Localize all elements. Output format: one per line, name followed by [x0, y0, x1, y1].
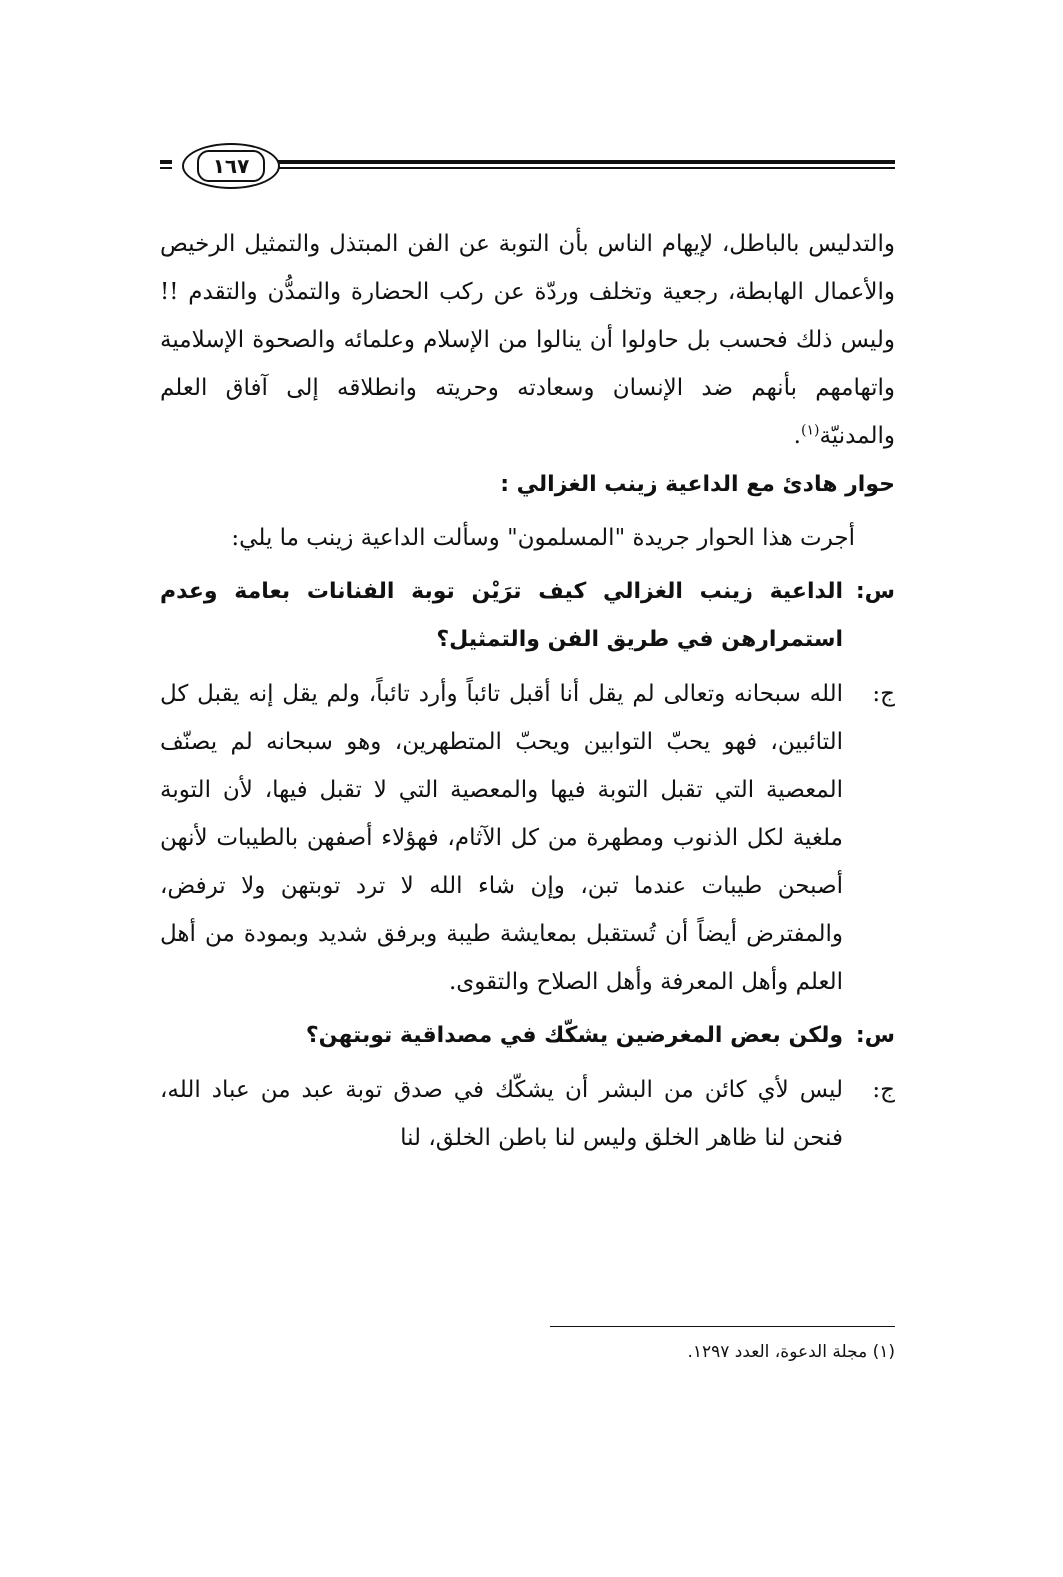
- page-header: [160, 142, 895, 188]
- intro-end: .: [793, 423, 801, 449]
- question-text: الداعية زينب الغزالي كيف ترَيْن توبة الفنانات بعامة وعدم استمرارهن في طريق الفن والتمثيل؟: [160, 579, 843, 652]
- page-body: [160, 220, 895, 1162]
- lead-paragraph: أجرت هذا الحوار جريدة "المسلمون" وسألت الداعية زينب ما يلي:: [231, 525, 855, 551]
- header-rule-right: [278, 160, 895, 169]
- question-label: س:: [855, 1023, 895, 1048]
- footnote: (١) مجلة الدعوة، العدد ١٢٩٧.: [687, 1342, 895, 1362]
- footnote-ref: (١): [800, 422, 820, 439]
- answer-label: ج:: [872, 681, 895, 707]
- question-text: ولكن بعض المغرضين يشكّك في مصداقية توبتهن؟: [305, 1023, 843, 1048]
- answer-text: ليس لأي كائن من البشر أن يشكّك في صدق توبة عبد من عباد الله، فنحن لنا ظاهر الخلق وليس لنا باطن الخلق، لنا: [160, 1077, 843, 1151]
- page-number-badge: [182, 143, 280, 189]
- question-1: [160, 568, 895, 664]
- page-number: ١٦٧: [197, 150, 265, 182]
- answer-text: الله سبحانه وتعالى لم يقل أنا أقبل تائباً وأرد تائباً، ولم يقل إنه يقبل كل التائبين، فهو يحبّ التوابين ويحبّ المتطهرين، وهو سبحانه لم يصنّف المعصية التي تقبل التوبة فيها والمعصية التي لا تقبل فيها، لأن التوبة ملغية لكل الذنوب ومطهرة من كل الآثام، فهؤلاء أصفهن بالطيبات لأنهن أصبحن طيبات عندما تبن، وإن شاء الله لا ترد توبتهن ولا ترفض، والمفترض أيضاً أن تُستقبل بمعايشة طيبة وبرفق شديد وبمودة من أهل العلم وأهل المعرفة وأهل الصلاح والتقوى.: [160, 681, 843, 995]
- intro-text: والتدليس بالباطل، لإيهام الناس بأن التوبة عن الفن المبتذل والتمثيل الرخيص والأعمال الهابطة، رجعية وتخلف وردّة عن ركب الحضارة والتمدُّن والتقدم !! وليس ذلك فحسب بل حاولوا أن ينالوا من الإسلام وعلمائه والصحوة الإسلامية واتهامهم بأنهم ضد الإنسان وسعادته وحريته وانطلاقه إلى آفاق العلم والمدنيّة: [160, 231, 895, 449]
- header-rule-left: [160, 160, 172, 169]
- book-page: [160, 0, 895, 1577]
- answer-1: [160, 670, 895, 1006]
- answer-2: [160, 1066, 895, 1162]
- footnote-divider: [550, 1326, 895, 1327]
- section-title: حوار هادئ مع الداعية زينب الغزالي :: [500, 472, 895, 497]
- question-2: [160, 1012, 895, 1060]
- answer-label: ج:: [872, 1077, 895, 1103]
- question-label: س:: [855, 579, 895, 604]
- intro-paragraph: [160, 220, 895, 460]
